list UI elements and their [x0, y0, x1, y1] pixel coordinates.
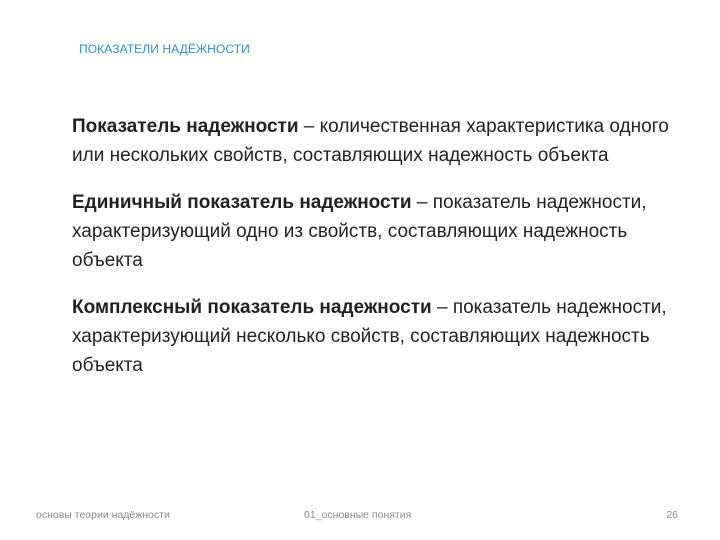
definition-dash: – — [298, 116, 320, 137]
definition-term: Единичный показатель надежности — [72, 192, 412, 213]
definition-text: количественная характеристика одного или нескольких свойств, составляющих надежность объекта — [72, 116, 669, 166]
definition-term: Комплексный показатель надежности — [72, 297, 432, 318]
definition-complex-indicator — [72, 293, 672, 380]
slide-title: ПОКАЗАТЕЛИ НАДЁЖНОСТИ — [79, 42, 250, 56]
definition-text: показатель надежности, характеризующий несколько свойств, составляющих надежность объекта — [72, 297, 667, 376]
footer-course-name: основы теории надёжности — [36, 509, 170, 521]
definition-term: Показатель надежности — [72, 116, 299, 137]
definition-dash: – — [411, 192, 433, 213]
definition-dash: – — [431, 297, 453, 318]
footer-page-number: 26 — [666, 509, 678, 521]
definition-reliability-indicator — [72, 112, 672, 170]
definition-text: показатель надежности, характеризующий одно из свойств, составляющих надежность объекта — [72, 192, 647, 271]
footer-section-name: 01_основные понятия — [304, 509, 412, 521]
definition-single-indicator — [72, 188, 672, 275]
definitions-list — [72, 112, 672, 380]
